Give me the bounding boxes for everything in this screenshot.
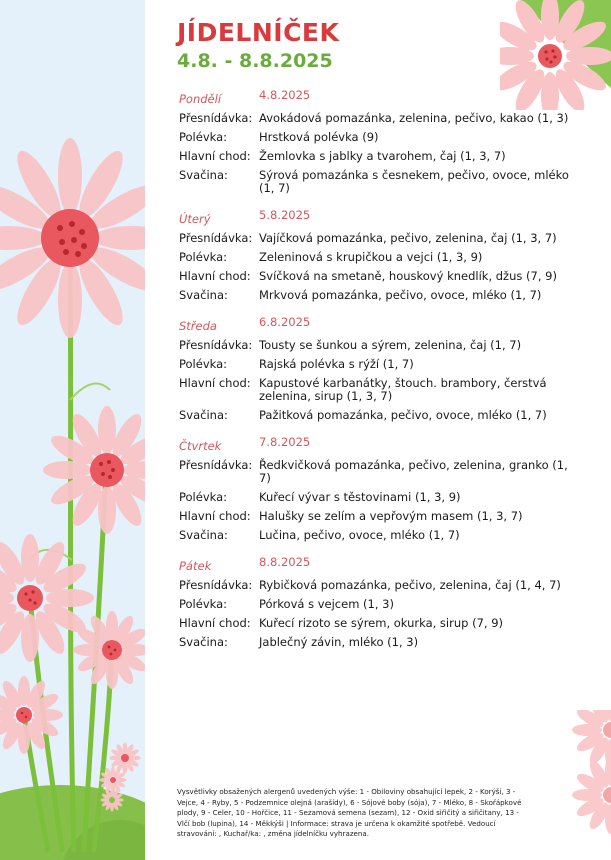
meal-snack-afternoon	[179, 636, 581, 649]
meal-label: Přesnídávka:	[179, 578, 253, 592]
day-monday	[179, 86, 581, 195]
meal-label: Svačina:	[179, 635, 228, 649]
meal-text: Pažitková pomazánka, pečivo, ovoce, mléko (1, 7)	[259, 408, 547, 422]
meal-text: Rajská polévka s rýží (1, 7)	[259, 357, 414, 371]
meal-snack-morning	[179, 339, 581, 352]
day-header	[179, 206, 581, 226]
meal-text: Lučina, pečivo, ovoce, mléko (1, 7)	[259, 528, 460, 542]
meal-snack-afternoon	[179, 409, 581, 422]
meal-text: Kuřecí vývar s těstovinami (1, 3, 9)	[259, 490, 461, 504]
meal-label: Polévka:	[179, 597, 228, 611]
day-name: Úterý	[179, 212, 211, 226]
meal-main	[179, 617, 581, 630]
meal-text: Halušky se zelím a vepřovým masem (1, 3, 7)	[259, 509, 523, 523]
meal-text: Jablečný závin, mléko (1, 3)	[259, 635, 419, 649]
meal-text: Tousty se šunkou a sýrem, zelenina, čaj (1, 7)	[259, 338, 522, 352]
meal-snack-afternoon	[179, 529, 581, 542]
date-range: 4.8. - 8.8.2025	[177, 50, 333, 72]
corner-flower-bottom-right	[571, 710, 611, 860]
meal-snack-morning	[179, 232, 581, 245]
meal-label: Hlavní chod:	[179, 269, 251, 283]
meal-label: Svačina:	[179, 408, 228, 422]
day-friday	[179, 553, 581, 649]
day-date: 4.8.2025	[259, 88, 311, 102]
day-header	[179, 433, 581, 453]
meal-text: Rybičková pomazánka, pečivo, zelenina, čaj (1, 4, 7)	[259, 578, 561, 592]
meal-label: Hlavní chod:	[179, 616, 251, 630]
meal-soup	[179, 358, 581, 371]
meal-main	[179, 270, 581, 283]
day-date: 5.8.2025	[259, 208, 311, 222]
meal-main	[179, 510, 581, 523]
day-date: 7.8.2025	[259, 435, 311, 449]
allergen-footnote: Vysvětlivky obsažených alergenů uvedených výše: 1 - Obiloviny obsahující lepek, 2 - Korýši, 3 - Vejce, 4 - Ryby, 5 - Podzemnice olejná (arašídy), 6 - Sójové boby (sója), 7 - Mléko, 8 - Skořápkové plody, 9 - Celer, 10 - Hořčice, 11 - Sezamová semena (sezam), 12 - Oxid siřičitý a siřičitany, 13 - Vlčí bob (lupina), 14 - Měkkýši | Informace: strava je určena k okamžité spotřebě. Vedoucí stravování: , Kuchař/ka: , změna jídelníčku vyhrazena.	[177, 787, 522, 839]
meal-main	[179, 377, 581, 403]
meal-label: Svačina:	[179, 528, 228, 542]
left-flower-illustration	[0, 0, 145, 860]
day-date: 6.8.2025	[259, 315, 311, 329]
meal-label: Polévka:	[179, 130, 228, 144]
meal-label: Hlavní chod:	[179, 376, 251, 390]
meal-label: Polévka:	[179, 250, 228, 264]
meal-label: Polévka:	[179, 357, 228, 371]
day-thursday	[179, 433, 581, 542]
meal-snack-afternoon	[179, 169, 581, 195]
day-name: Středa	[179, 319, 217, 333]
meal-label: Hlavní chod:	[179, 509, 251, 523]
meal-snack-morning	[179, 579, 581, 592]
meal-soup	[179, 251, 581, 264]
meal-text: Zeleninová s krupičkou a vejci (1, 3, 9)	[259, 250, 483, 264]
meal-soup	[179, 131, 581, 144]
meal-text: Hrstková polévka (9)	[259, 130, 379, 144]
meal-text: Avokádová pomazánka, zelenina, pečivo, kakao (1, 3)	[259, 111, 569, 125]
meal-label: Přesnídávka:	[179, 111, 253, 125]
meal-snack-morning	[179, 112, 581, 125]
meal-label: Přesnídávka:	[179, 231, 253, 245]
day-wednesday	[179, 313, 581, 422]
day-tuesday	[179, 206, 581, 302]
day-name: Pátek	[179, 559, 212, 573]
day-header	[179, 86, 581, 106]
meal-label: Přesnídávka:	[179, 458, 253, 472]
day-header	[179, 313, 581, 333]
meal-text: Kapustové karbanátky, štouch. brambory, čerstvá zelenina, sirup (1, 3, 7)	[259, 376, 547, 403]
meal-label: Svačina:	[179, 168, 228, 182]
meal-soup	[179, 598, 581, 611]
day-name: Pondělí	[179, 92, 222, 106]
meal-snack-afternoon	[179, 289, 581, 302]
meal-soup	[179, 491, 581, 504]
menu-title: JÍDELNÍČEK	[177, 18, 340, 47]
meal-label: Svačina:	[179, 288, 228, 302]
meal-label: Přesnídávka:	[179, 338, 253, 352]
meal-text: Kuřecí rizoto se sýrem, okurka, sirup (7, 9)	[259, 616, 504, 630]
day-date: 8.8.2025	[259, 555, 311, 569]
meal-snack-morning	[179, 459, 581, 485]
weekly-menu	[179, 86, 581, 660]
meal-text: Pórková s vejcem (1, 3)	[259, 597, 394, 611]
day-header	[179, 553, 581, 573]
meal-text: Ředkvičková pomazánka, pečivo, zelenina, granko (1, 7)	[259, 458, 568, 485]
meal-text: Žemlovka s jablky a tvarohem, čaj (1, 3, 7)	[259, 149, 506, 163]
meal-text: Sýrová pomazánka s česnekem, pečivo, ovoce, mléko (1, 7)	[259, 168, 569, 195]
meal-label: Hlavní chod:	[179, 149, 251, 163]
meal-main	[179, 150, 581, 163]
meal-text: Svíčková na smetaně, houskový knedlík, džus (7, 9)	[259, 269, 557, 283]
meal-text: Mrkvová pomazánka, pečivo, ovoce, mléko (1, 7)	[259, 288, 542, 302]
day-name: Čtvrtek	[179, 439, 222, 453]
meal-label: Polévka:	[179, 490, 228, 504]
meal-text: Vajíčková pomazánka, pečivo, zelenina, čaj (1, 3, 7)	[259, 231, 557, 245]
